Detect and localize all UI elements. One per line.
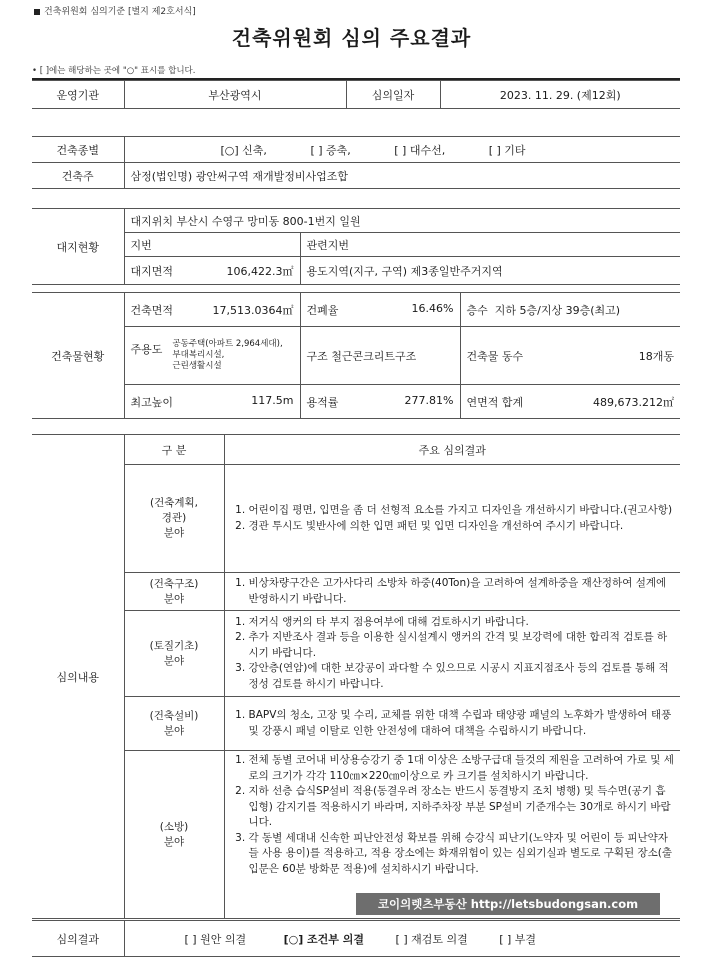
result-option-original: [ ] 원안 의결 (184, 932, 247, 946)
review-line: 1. 저거식 앵커의 타 부지 점용여부에 대해 검토하시기 바랍니다. (249, 615, 675, 631)
related-lot-label: 관련지번 (300, 233, 680, 257)
main-use-label: 주용도 (130, 343, 163, 356)
floors-label: 층수 (466, 303, 488, 317)
building-label: 건축물현황 (32, 293, 124, 419)
result-option-reexamine: [ ] 재검토 의결 (395, 932, 468, 946)
review-division-equipment: (건축설비) 분야 (124, 697, 224, 751)
site-area (124, 257, 300, 285)
total-area-value: 489,673.212㎡ (593, 395, 674, 409)
main-use-value-1: 공동주택(아파트 2,964세대), (172, 339, 283, 349)
zone-value: 용도지역(지구, 구역) 제3종일반주거지역 (300, 257, 680, 285)
main-use (124, 327, 300, 385)
result-options (124, 921, 680, 957)
owner-value: 삼정(법인명) 광안써구역 재개발정비사업조합 (124, 163, 680, 189)
review-label: 심의내용 (32, 435, 124, 919)
site-label: 대지현황 (32, 209, 124, 285)
building-count-label: 건축물 동수 (466, 349, 524, 363)
type-option-remodel: [ ] 대수선, (394, 143, 446, 157)
max-height (124, 385, 300, 419)
form-header-text: 건축위원회 심의기준 [별지 제2호서식] (44, 7, 196, 17)
build-area (124, 293, 300, 327)
result-table (32, 920, 680, 957)
far-value: 277.81% (404, 393, 454, 407)
type-table (32, 136, 680, 189)
type-label: 건축종별 (32, 137, 124, 163)
structure-value: 구조 철근콘크리트구조 (300, 327, 460, 385)
review-col-division: 구 분 (124, 435, 224, 465)
building-table (32, 292, 680, 419)
org-label: 운영기관 (32, 81, 124, 109)
instruction-note: • [ ]에는 해당하는 곳에 "○" 표시를 합니다. (32, 66, 196, 76)
review-line: 3. 각 동별 세대내 신속한 피난안전성 확보를 위해 승강식 피난기(노약자 및 어린이 등 피난약자들 사용 용이)를 적용하고, 적용 장소에는 화재위험이 있는 심외기실과 별도로 구획된 장소(출입문은 60분 방화문 적용)에 설치하시기 바랍니다. (249, 831, 675, 878)
coverage (300, 293, 460, 327)
total-area-label: 연면적 합계 (466, 395, 524, 409)
review-line: 2. 추가 지반조사 결과 등을 이용한 실시설계시 앵커의 간격 및 보강력에 대한 합리적 검토를 하시기 바랍니다. (249, 630, 675, 661)
review-result-planning (224, 465, 680, 573)
owner-label: 건축주 (32, 163, 124, 189)
review-table (32, 434, 680, 919)
site-area-label: 대지면적 (130, 264, 174, 278)
review-line: 1. 비상차량구간은 고가사다리 소방차 하중(40Ton)을 고려하여 설계하중을 재산정하여 설계에 반영하시기 바랍니다. (249, 576, 675, 607)
square-bullet-icon (34, 9, 40, 15)
review-line: 1. 어린이집 평면, 입면을 좀 더 선형적 요소를 가지고 디자인을 개선하시기 바랍니다.(권고사항) (249, 503, 675, 519)
form-header-note (34, 4, 196, 17)
type-option-new: [○] 신축, (220, 143, 267, 157)
site-area-value: 106,422.3㎡ (226, 264, 294, 278)
build-area-value: 17,513.0364㎡ (212, 303, 294, 317)
review-col-result: 주요 심의결과 (224, 435, 680, 465)
watermark-banner: 코이의렛츠부동산 http://letsbudongsan.com (356, 893, 660, 915)
floors (460, 293, 680, 327)
build-area-label: 건축면적 (130, 303, 174, 317)
site-table (32, 208, 680, 285)
review-division-fire: (소방) 분야 (124, 751, 224, 919)
main-use-value-3: 근린생활시설 (172, 361, 222, 371)
type-option-extend: [ ] 증축, (310, 143, 351, 157)
coverage-value: 16.46% (411, 301, 454, 315)
lot-label: 지번 (124, 233, 300, 257)
review-division-structure: (건축구조) 분야 (124, 573, 224, 611)
date-label: 심의일자 (346, 81, 440, 109)
review-line: 2. 지하 선층 습식SP설비 적용(동결우려 장소는 반드시 동결방지 조치 병행) 및 득수면(공기 흡입형) 감지기를 적용하시기 바라며, 지하주차장 부분 SP설비 기준개수는 30개로 하시기 바랍니다. (249, 784, 675, 831)
review-line: 2. 경관 투시도 빛반사에 의한 입면 패턴 및 입면 디자인을 개선하여 주시기 바랍니다. (249, 519, 675, 535)
result-option-conditional: [○] 조건부 의결 (283, 932, 365, 946)
far (300, 385, 460, 419)
review-line: 1. BAPV의 청소, 고장 및 수리, 교체를 위한 대책 수립과 태양광 패널의 노후화가 발생하여 태풍 및 강풍시 패널 이탈로 인한 안전성에 대하여 대책을 수립하시기 바랍니다. (249, 708, 675, 739)
review-line: 3. 강안층(연암)에 대한 보강공이 과다할 수 있으므로 시공시 지표지점조사 등의 검토를 통해 적정성 검토를 하시기 바랍니다. (249, 661, 675, 692)
result-label: 심의결과 (32, 921, 124, 957)
coverage-label: 건폐율 (306, 303, 339, 317)
main-use-value-2: 부대복리시설, (172, 350, 225, 360)
type-options (124, 137, 680, 163)
review-result-structure (224, 573, 680, 611)
review-division-soil: (토질기초) 분야 (124, 611, 224, 697)
review-result-soil (224, 611, 680, 697)
max-height-value: 117.5m (251, 393, 294, 407)
max-height-label: 최고높이 (130, 395, 174, 409)
site-location: 대지위치 부산시 수영구 망미동 800-1번지 일원 (124, 209, 680, 233)
type-option-other: [ ] 기타 (488, 143, 526, 157)
org-table (32, 80, 680, 109)
date-value: 2023. 11. 29. (제12회) (440, 81, 680, 109)
result-option-reject: [ ] 부결 (499, 932, 537, 946)
org-value: 부산광역시 (124, 81, 346, 109)
total-area (460, 385, 680, 419)
building-count (460, 327, 680, 385)
review-result-equipment (224, 697, 680, 751)
document-title: 건축위원회 심의 주요결과 (231, 26, 472, 50)
floors-value: 지하 5층/지상 39층(최고) (494, 303, 621, 317)
review-line: 1. 전체 동별 코어내 비상용승강기 중 1대 이상은 소방구급대 들것의 제원을 고려하여 가로 및 세로의 크기가 각각 110㎝×220㎝이상으로 카 크기를 설치하시기 바랍니다. (249, 753, 675, 784)
far-label: 용적률 (306, 395, 339, 409)
building-count-value: 18개동 (638, 349, 674, 363)
review-division-planning: (건축계획, 경관) 분야 (124, 465, 224, 573)
